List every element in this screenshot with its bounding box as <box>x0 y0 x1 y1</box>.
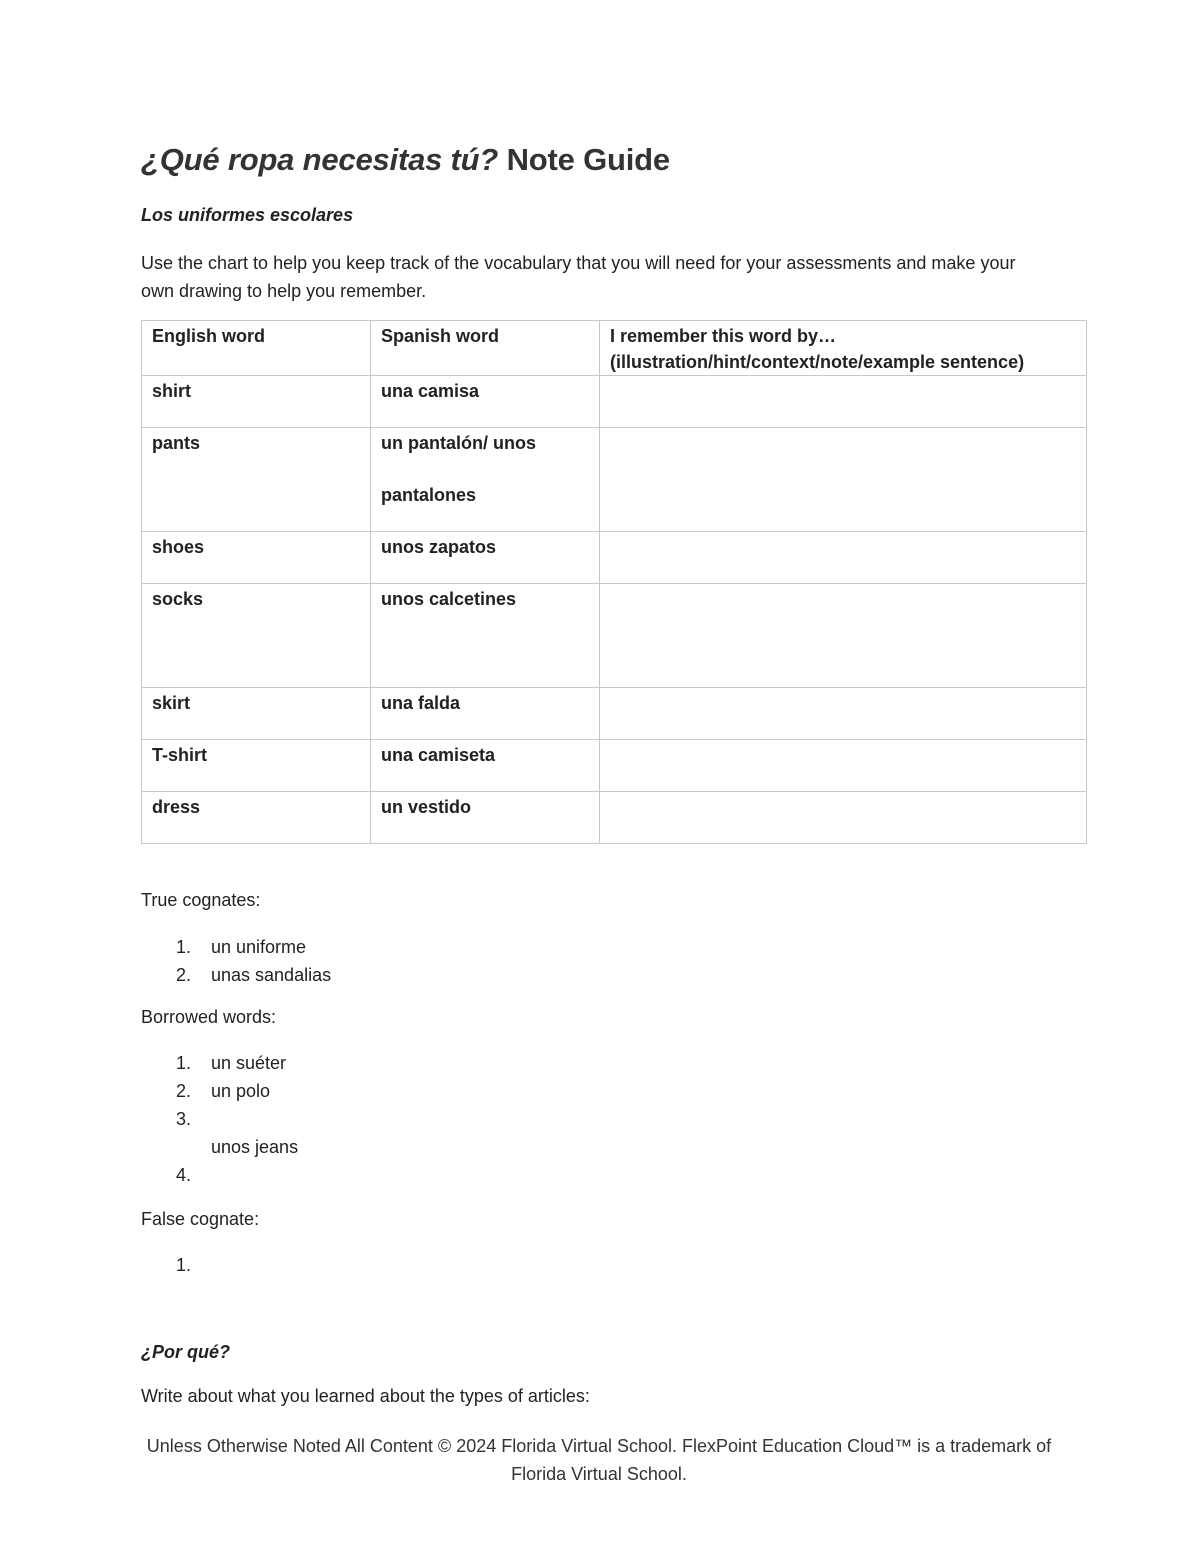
header-english-word: English word <box>142 321 371 376</box>
english-word-cell: skirt <box>142 688 371 740</box>
table-row <box>142 792 1087 844</box>
header-remember <box>600 321 1087 376</box>
true-cognates-list <box>141 933 331 989</box>
list-item <box>141 1077 298 1105</box>
list-number: 2. <box>176 965 192 985</box>
table-header-row <box>142 321 1087 376</box>
false-cognate-label: False cognate: <box>141 1209 260 1229</box>
true-cognates-label: True cognates: <box>141 890 261 910</box>
page-title <box>141 142 670 178</box>
list-item-text: un uniforme <box>211 937 307 957</box>
spanish-word-cell: una camisa <box>371 376 600 428</box>
list-number: 1. <box>176 937 192 957</box>
list-number: 1. <box>176 1255 192 1275</box>
intro-paragraph: Use the chart to help you keep track of the vocabulary that you will need for your assessments and make your own drawing to help you remember. <box>141 253 1016 301</box>
list-number: 1. <box>176 1053 192 1073</box>
spanish-word-cell: unos zapatos <box>371 532 600 584</box>
page-title-suffix: Note Guide <box>498 142 670 177</box>
list-item <box>141 1251 211 1279</box>
list-item-text: unos jeans <box>211 1137 299 1157</box>
copyright-footer: Unless Otherwise Noted All Content © 2024 Florida Virtual School. FlexPoint Education Cloud™ is a trademark of Florida Virtual School. <box>146 1436 1052 1484</box>
remember-note-cell[interactable] <box>600 688 1087 740</box>
remember-note-cell[interactable] <box>600 532 1087 584</box>
list-item <box>141 1133 298 1161</box>
spanish-word-cell: una camiseta <box>371 740 600 792</box>
spanish-word-cell: un vestido <box>371 792 600 844</box>
list-number: 3. <box>176 1109 192 1129</box>
list-number: 2. <box>176 1081 192 1101</box>
english-word-cell: T-shirt <box>142 740 371 792</box>
spanish-word-line1: un pantalón/ unos <box>381 433 536 453</box>
borrowed-words-list <box>141 1049 298 1189</box>
english-word-cell: dress <box>142 792 371 844</box>
list-number: 4. <box>176 1165 192 1185</box>
list-item-text: un suéter <box>211 1053 287 1073</box>
table-row <box>142 532 1087 584</box>
false-cognate-list <box>141 1251 211 1279</box>
table-row <box>142 376 1087 428</box>
table-row <box>142 688 1087 740</box>
header-remember-line1: I remember this word by… <box>610 326 837 346</box>
list-item <box>141 961 331 989</box>
table-row <box>142 428 1087 532</box>
header-remember-line2: (illustration/hint/context/note/example sentence) <box>610 352 1025 372</box>
spanish-word-cell <box>371 428 600 532</box>
list-item <box>141 1105 298 1133</box>
spanish-word-cell: una falda <box>371 688 600 740</box>
writing-prompt: Write about what you learned about the types of articles: <box>141 1386 590 1406</box>
list-item-text: unas sandalias <box>211 965 332 985</box>
english-word-cell: shirt <box>142 376 371 428</box>
borrowed-words-label: Borrowed words: <box>141 1007 277 1027</box>
header-spanish-word: Spanish word <box>371 321 600 376</box>
list-item <box>141 933 331 961</box>
list-item <box>141 1161 298 1189</box>
english-word-cell: shoes <box>142 532 371 584</box>
por-que-heading: ¿Por qué? <box>141 1342 230 1362</box>
remember-note-cell[interactable] <box>600 428 1087 532</box>
section-subtitle: Los uniformes escolares <box>141 205 354 225</box>
remember-note-cell[interactable] <box>600 584 1087 688</box>
list-item <box>141 1049 298 1077</box>
table-row <box>142 740 1087 792</box>
table-row <box>142 584 1087 688</box>
page-title-question: ¿Qué ropa necesitas tú? <box>141 142 499 177</box>
spanish-word-line2: pantalones <box>381 485 477 505</box>
remember-note-cell[interactable] <box>600 740 1087 792</box>
remember-note-cell[interactable] <box>600 376 1087 428</box>
english-word-cell: pants <box>142 428 371 532</box>
list-item-text: un polo <box>211 1081 271 1101</box>
remember-note-cell[interactable] <box>600 792 1087 844</box>
vocabulary-table <box>141 320 1087 844</box>
spanish-word-cell: unos calcetines <box>371 584 600 688</box>
english-word-cell: socks <box>142 584 371 688</box>
